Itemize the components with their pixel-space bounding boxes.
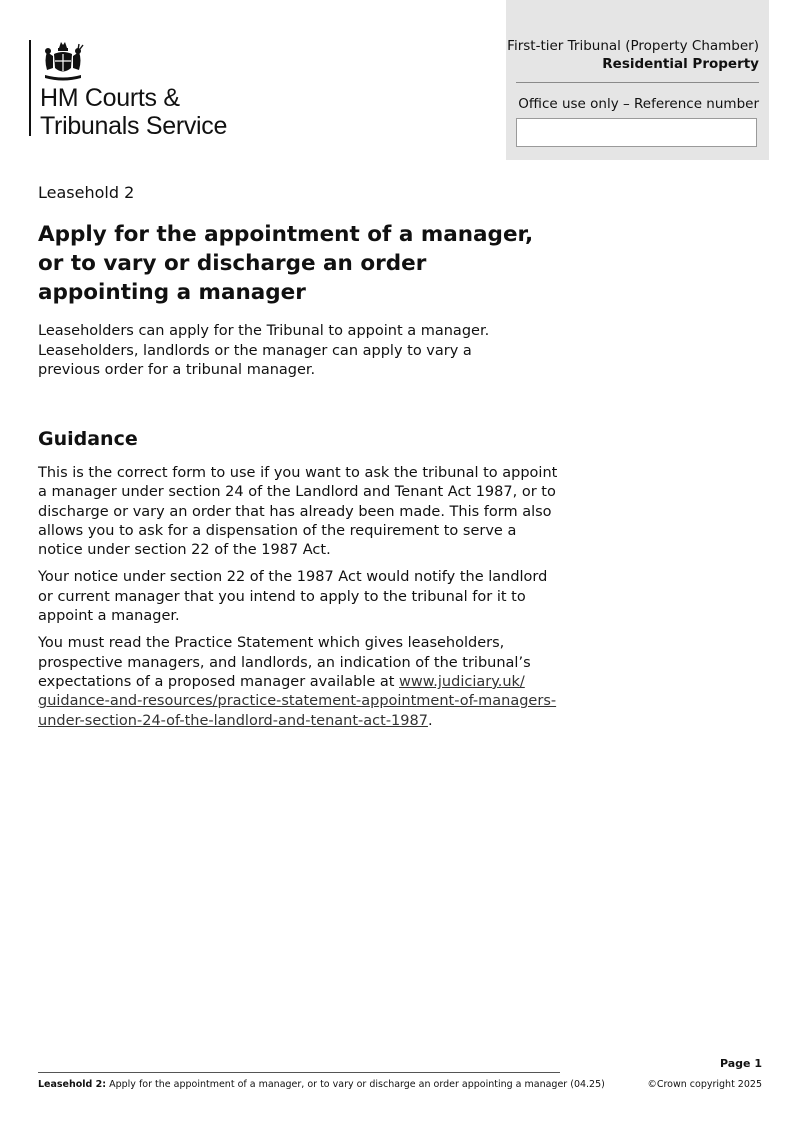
royal-crest-icon xyxy=(40,40,86,82)
office-divider xyxy=(516,82,759,83)
guidance-paragraph-1: This is the correct form to use if you want to ask the tribunal to appoint a manager under section 24 of the Landlord and Tenant Act 1987, or to discharge or vary an order that has already been made. This form also allows you to ask for a dispensation of the requirement to serve a notice under section 22 of the 1987 Act. xyxy=(38,465,558,559)
reference-number-input[interactable] xyxy=(516,118,757,147)
organisation-name-line1: HM Courts & xyxy=(40,84,180,112)
office-use-label: Office use only – Reference number xyxy=(518,96,759,112)
guidance-heading: Guidance xyxy=(38,428,138,450)
organisation-name-line2: Tribunals Service xyxy=(40,112,228,140)
form-code: Leasehold 2 xyxy=(38,183,135,202)
practice-statement-link[interactable]: www.judiciary.uk/ guidance-and-resources/practice-statement-appointment-of-managers-under-section-24-of-the-landlord-and-tenant-act-1987 xyxy=(38,673,557,729)
tribunal-chamber: First-tier Tribunal (Property Chamber) xyxy=(507,38,759,54)
office-use-box xyxy=(506,0,769,160)
guidance-paragraph-3-end: . xyxy=(427,712,433,729)
page-number: Page 1 xyxy=(719,1057,762,1070)
intro-text: Leaseholders can apply for the Tribunal to appoint a manager. Leaseholders, landlords or the manager can apply to vary a previous order for a tribunal manager. xyxy=(38,323,490,378)
tribunal-name xyxy=(507,37,759,73)
guidance-paragraph-2: Your notice under section 22 of the 1987 Act would notify the landlord or current manager that you intend to apply to the tribunal for it to appoint a manager. xyxy=(38,569,548,625)
guidance-section xyxy=(38,464,562,739)
guidance-paragraph-3 xyxy=(38,634,562,730)
organisation-name xyxy=(40,84,227,140)
copyright-notice: ©Crown copyright 2025 xyxy=(647,1079,762,1090)
footer-form-name: Apply for the appointment of a manager, or to vary or discharge an order appointing a manager (04.25) xyxy=(106,1079,605,1090)
tribunal-division: Residential Property xyxy=(602,56,759,72)
page-title: Apply for the appointment of a manager, or to vary or discharge an order appointing a manager xyxy=(38,222,534,305)
footer-divider xyxy=(38,1072,560,1073)
hmcts-logo xyxy=(29,40,228,140)
guidance-paragraph-3-text: You must read the Practice Statement which gives leaseholders, prospective managers, and landlords, an indication of the tribunal’s expectations of a proposed manager available at xyxy=(38,635,531,690)
footer-form-label: Leasehold 2: xyxy=(38,1079,107,1090)
footer-form-title xyxy=(38,1079,605,1090)
